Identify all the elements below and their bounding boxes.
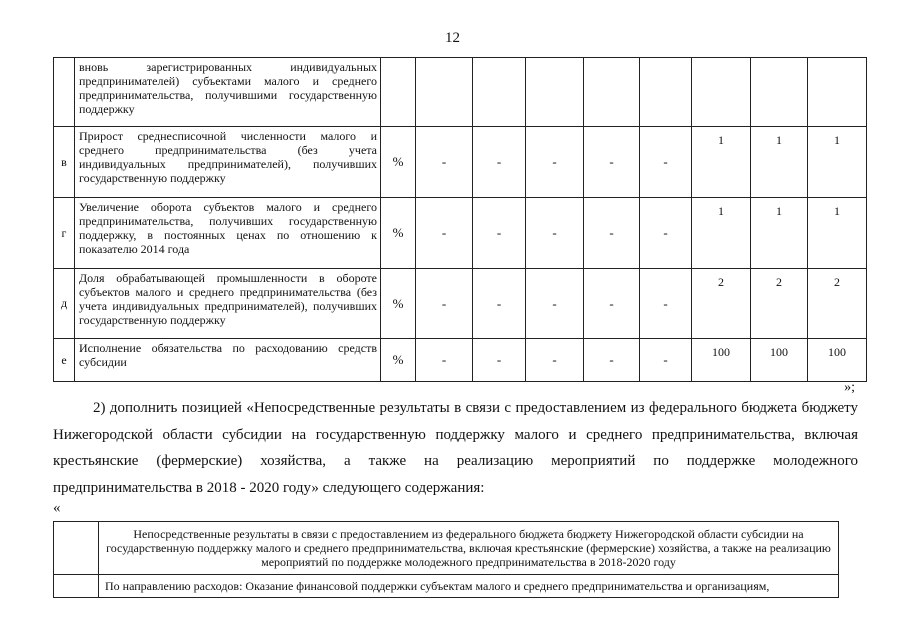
row-description: Увеличение оборота субъектов малого и среднего предпринимательства, получивших государственную поддержку, в постоянных ценах по отношению к показателю 2014 года: [75, 198, 381, 269]
cell-dash: [640, 58, 692, 127]
cell-value: 1: [692, 127, 751, 198]
cell-dash: -: [473, 269, 526, 339]
cell-dash: [526, 58, 584, 127]
cell-dash: -: [473, 198, 526, 269]
cell-value: 2: [808, 269, 867, 339]
table-row: [54, 58, 867, 127]
cell-value: [808, 58, 867, 127]
expense-direction: По направлению расходов: Оказание финансовой поддержки субъектам малого и среднего предпринимательства и организациям,: [99, 575, 839, 598]
cell-dash: -: [416, 269, 473, 339]
cell-value: 100: [692, 339, 751, 382]
cell-dash: -: [526, 198, 584, 269]
results-section-table: [53, 521, 839, 598]
cell-dash: -: [584, 198, 640, 269]
cell-dash: -: [526, 269, 584, 339]
table-row: [54, 269, 867, 339]
row-code: [54, 58, 75, 127]
cell-dash: -: [640, 127, 692, 198]
row-code: г: [54, 198, 75, 269]
row-description: вновь зарегистрированных индивидуальных предпринимателей) субъектами малого и среднего предпринимательства, получившими государственную поддержку: [75, 58, 381, 127]
row-unit: %: [381, 198, 416, 269]
cell-dash: -: [584, 269, 640, 339]
amendment-paragraph: [53, 395, 858, 501]
row-unit: %: [381, 339, 416, 382]
cell-value: 100: [808, 339, 867, 382]
page-number: 12: [445, 30, 460, 46]
cell-dash: -: [584, 127, 640, 198]
table-row: [54, 127, 867, 198]
row-unit: %: [381, 269, 416, 339]
cell-dash: -: [640, 339, 692, 382]
closing-quote: »;: [844, 380, 855, 395]
row-description: Исполнение обязательства по расходованию средств субсидии: [75, 339, 381, 382]
empty-cell: [54, 575, 99, 598]
cell-value: [692, 58, 751, 127]
cell-dash: [416, 58, 473, 127]
paragraph-text: 2) дополнить позицией «Непосредственные результаты в связи с предоставлением из федерального бюджета бюджету Нижегородской области субсидии на государственную поддержку малого и среднего предпринимательства, включая крестьянские (фермерские) хозяйства, а также на реализацию мероприятий по поддержке молодежного предпринимательства в 2018 - 2020 году» следующего содержания:: [53, 400, 858, 496]
empty-cell: [54, 522, 99, 575]
row-code: е: [54, 339, 75, 382]
cell-value: 2: [751, 269, 808, 339]
cell-dash: -: [473, 339, 526, 382]
cell-value: 1: [751, 198, 808, 269]
cell-dash: -: [416, 339, 473, 382]
cell-dash: -: [416, 127, 473, 198]
cell-value: 100: [751, 339, 808, 382]
opening-quote: «: [53, 500, 61, 516]
cell-dash: -: [473, 127, 526, 198]
table-row: [54, 575, 839, 598]
cell-dash: -: [640, 269, 692, 339]
cell-value: 1: [692, 198, 751, 269]
table-row: [54, 339, 867, 382]
cell-value: 1: [808, 127, 867, 198]
cell-value: [751, 58, 808, 127]
cell-value: 1: [808, 198, 867, 269]
row-description: Прирост среднесписочной численности малого и среднего предпринимательства (без учета индивидуальных предпринимателей), получивших государственную поддержку: [75, 127, 381, 198]
table-row: [54, 522, 839, 575]
cell-dash: -: [640, 198, 692, 269]
cell-dash: -: [584, 339, 640, 382]
cell-dash: [584, 58, 640, 127]
table-row: [54, 198, 867, 269]
cell-dash: -: [526, 127, 584, 198]
cell-value: 1: [751, 127, 808, 198]
row-code: в: [54, 127, 75, 198]
cell-dash: [473, 58, 526, 127]
row-code: д: [54, 269, 75, 339]
indicators-table: [53, 57, 867, 382]
cell-dash: -: [416, 198, 473, 269]
section-heading: Непосредственные результаты в связи с предоставлением из федерального бюджета бюджету Нижегородской области субсидии на государственную поддержку малого и среднего предпринимательства, включая крестьянские (фермерские) хозяйства, а также на реализацию мероприятий по поддержке молодежного предпринимательства в 2018-2020 году: [99, 522, 839, 575]
cell-dash: -: [526, 339, 584, 382]
row-unit: [381, 58, 416, 127]
cell-value: 2: [692, 269, 751, 339]
row-unit: %: [381, 127, 416, 198]
row-description: Доля обрабатывающей промышленности в обороте субъектов малого и среднего предпринимательства (без учета индивидуальных предпринимателей), получивших государственную поддержку: [75, 269, 381, 339]
